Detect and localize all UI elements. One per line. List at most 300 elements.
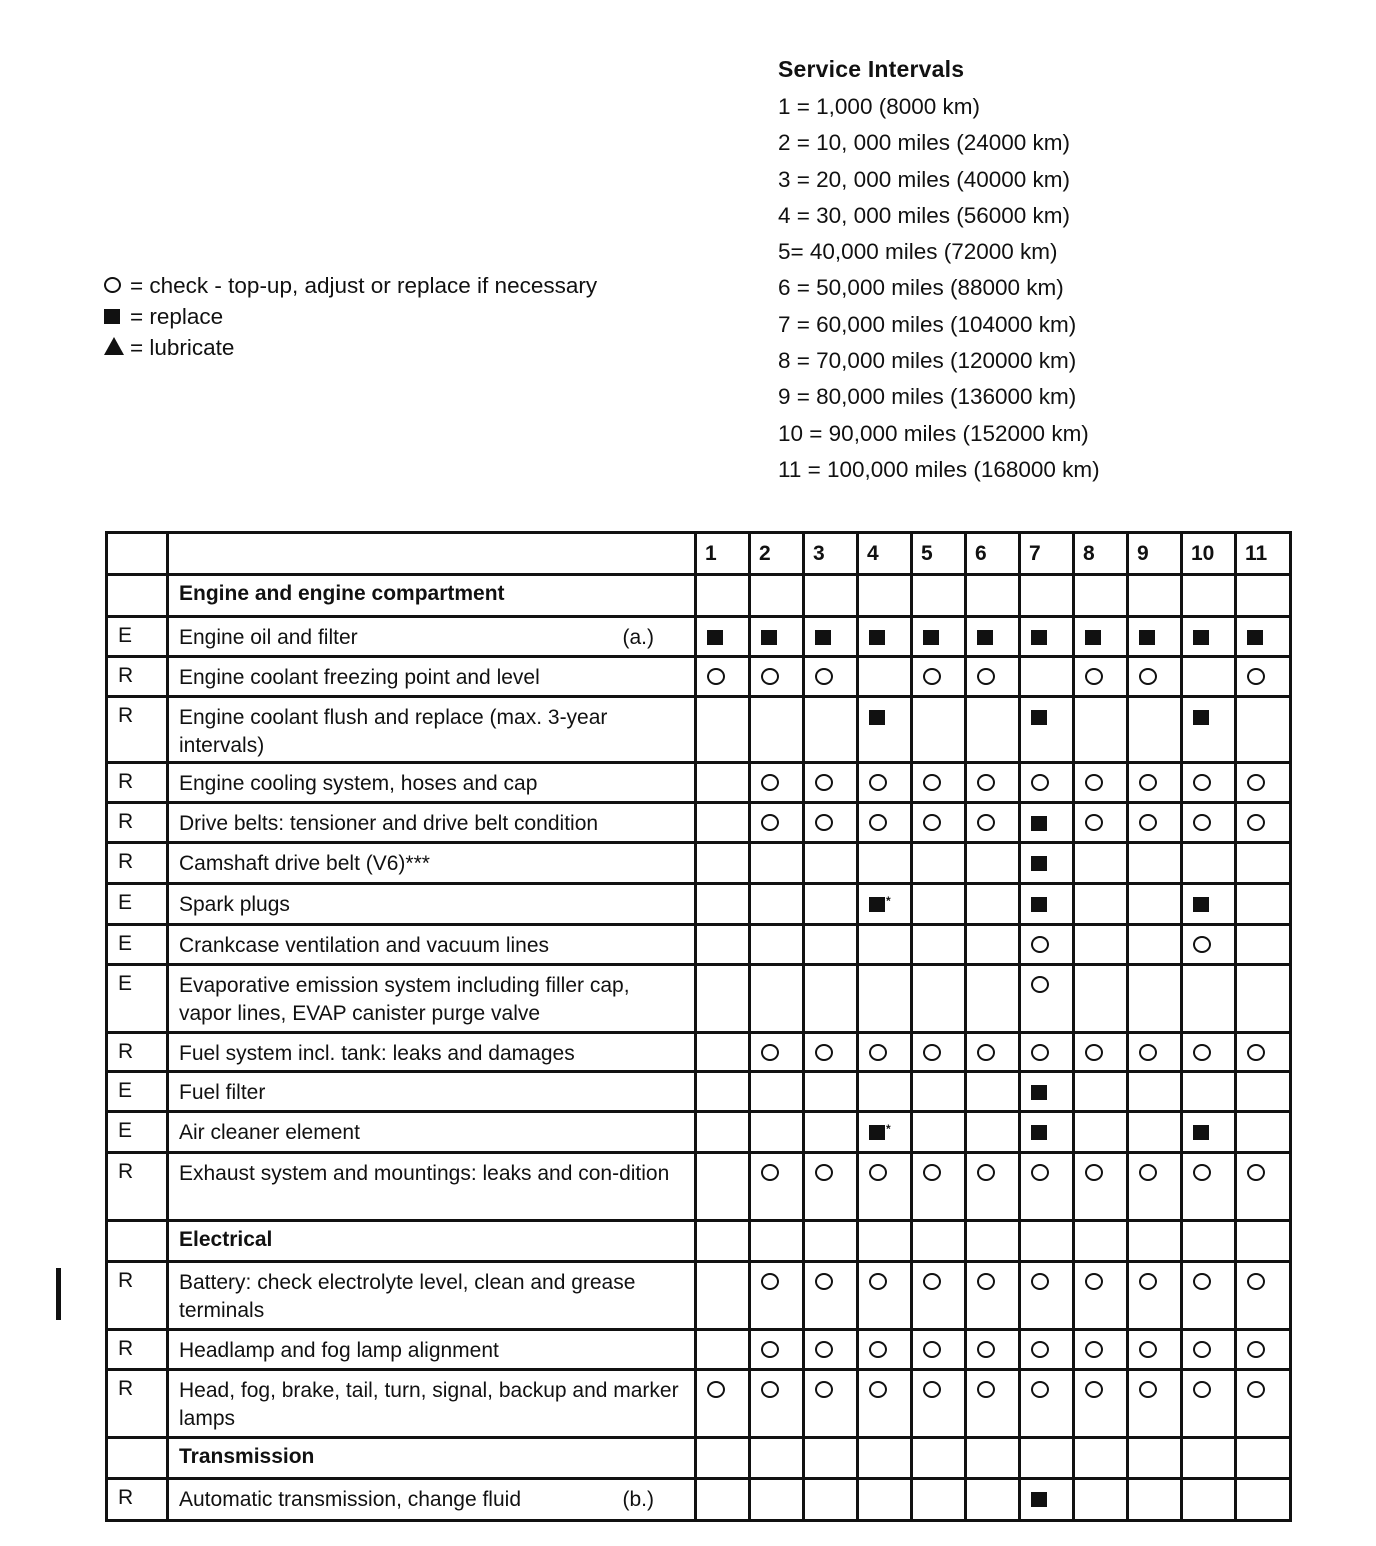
check-mark-cell: [858, 763, 912, 803]
check-circle-icon: [1247, 1044, 1265, 1061]
check-circle-icon: [815, 1381, 833, 1398]
check-circle-icon: [977, 1381, 995, 1398]
replace-square-icon: [761, 630, 777, 645]
check-mark-cell: [1074, 1370, 1128, 1438]
legend-row-check: [104, 270, 597, 301]
check-mark-cell: [912, 1330, 966, 1370]
row-description: [168, 1033, 696, 1072]
empty-cell: [966, 965, 1020, 1033]
empty-cell: [1182, 965, 1236, 1033]
asterisk-note: *: [886, 894, 891, 908]
replace-square-icon: [1085, 630, 1101, 645]
replace-mark-cell: [1020, 1072, 1074, 1112]
replace-mark-cell: [1182, 1112, 1236, 1153]
replace-square-icon: [1031, 897, 1047, 912]
check-mark-cell: [804, 1153, 858, 1221]
replace-square-icon: [1031, 710, 1047, 725]
row-description: [168, 803, 696, 843]
empty-cell: [1128, 1479, 1182, 1521]
empty-cell: [750, 697, 804, 763]
replace-square-icon: [869, 630, 885, 645]
table-row: [107, 843, 1291, 884]
replace-mark-cell: [966, 617, 1020, 657]
check-circle-icon: [1085, 1273, 1103, 1290]
replace-square-icon: [1031, 630, 1047, 645]
check-mark-cell: [858, 1153, 912, 1221]
check-mark-cell: [966, 763, 1020, 803]
empty-cell: [696, 1330, 750, 1370]
table-row: [107, 884, 1291, 925]
row-footnote-ref: (b.): [622, 1488, 654, 1511]
empty-cell: [1236, 965, 1291, 1033]
check-mark-cell: [1020, 1033, 1074, 1072]
replace-square-icon: [707, 630, 723, 645]
empty-cell: [1128, 1438, 1182, 1479]
check-mark-cell: [750, 1330, 804, 1370]
empty-cell: [1020, 575, 1074, 617]
check-circle-icon: [1085, 668, 1103, 685]
check-circle-icon: [1031, 936, 1049, 953]
check-circle-icon: [977, 668, 995, 685]
empty-cell: [1020, 1221, 1074, 1262]
row-description-text: Headlamp and fog lamp alignment: [179, 1339, 499, 1362]
replace-mark-cell: [1182, 697, 1236, 763]
empty-cell: [912, 1221, 966, 1262]
table-row: [107, 763, 1291, 803]
empty-cell: [858, 1221, 912, 1262]
legend-lubricate-text: = lubricate: [130, 335, 235, 360]
check-mark-cell: [966, 1370, 1020, 1438]
replace-square-icon: [1139, 630, 1155, 645]
row-description-text: Camshaft drive belt (V6)***: [179, 852, 430, 875]
check-circle-icon: [1193, 1164, 1211, 1181]
empty-cell: [858, 843, 912, 884]
check-circle-icon: [1085, 1381, 1103, 1398]
check-mark-cell: [1128, 1153, 1182, 1221]
check-circle-icon: [1193, 1273, 1211, 1290]
empty-cell: [1020, 1438, 1074, 1479]
check-mark-cell: [858, 1033, 912, 1072]
check-circle-icon: [1247, 1273, 1265, 1290]
check-circle-icon: [761, 1164, 779, 1181]
empty-cell: [1236, 884, 1291, 925]
empty-cell: [1236, 925, 1291, 965]
check-circle-icon: [1247, 1341, 1265, 1358]
interval-item: 6 = 50,000 miles (88000 km): [778, 275, 1064, 301]
row-description: [168, 925, 696, 965]
empty-cell: [966, 1112, 1020, 1153]
table-row: [107, 803, 1291, 843]
check-circle-icon: [977, 1341, 995, 1358]
row-description: [168, 1153, 696, 1221]
replace-mark-cell: [858, 884, 912, 925]
empty-cell: [696, 884, 750, 925]
empty-cell: [1074, 575, 1128, 617]
section-title: Engine and engine compartment: [168, 575, 696, 617]
check-mark-cell: [858, 1330, 912, 1370]
table-row: [107, 1479, 1291, 1521]
legend-check-text: = check - top-up, adjust or replace if necessary: [130, 273, 598, 298]
check-mark-cell: [912, 1262, 966, 1330]
header-code-cell: [107, 533, 168, 575]
service-intervals-title: Service Intervals: [778, 56, 965, 82]
interval-item: 8 = 70,000 miles (120000 km): [778, 348, 1077, 374]
row-description-text: Crankcase ventilation and vacuum lines: [179, 934, 550, 957]
check-mark-cell: [804, 657, 858, 697]
maintenance-schedule-table: [105, 531, 1292, 1522]
interval-item: 7 = 60,000 miles (104000 km): [778, 311, 1077, 337]
replace-mark-cell: [858, 697, 912, 763]
check-mark-cell: [858, 803, 912, 843]
row-code: R: [107, 763, 168, 803]
interval-column-header: 4: [858, 533, 912, 575]
check-mark-cell: [912, 803, 966, 843]
check-mark-cell: [858, 1262, 912, 1330]
replace-mark-cell: [1020, 617, 1074, 657]
empty-cell: [696, 763, 750, 803]
check-mark-cell: [696, 1370, 750, 1438]
asterisk-note: *: [886, 1122, 891, 1136]
empty-cell: [696, 1153, 750, 1221]
lubricate-triangle-icon: [104, 332, 126, 363]
check-circle-icon: [923, 1341, 941, 1358]
empty-cell: [1074, 1438, 1128, 1479]
check-circle-icon: [1139, 1273, 1157, 1290]
row-description: [168, 763, 696, 803]
empty-cell: [966, 925, 1020, 965]
check-circle-icon: [1085, 814, 1103, 831]
check-circle-icon: [1085, 1044, 1103, 1061]
empty-cell: [750, 1479, 804, 1521]
check-mark-cell: [1074, 1153, 1128, 1221]
check-mark-cell: [966, 1033, 1020, 1072]
check-circle-icon: [815, 814, 833, 831]
check-circle-icon: [923, 1044, 941, 1061]
check-circle-icon: [923, 1381, 941, 1398]
table-row: [107, 1072, 1291, 1112]
replace-square-icon: [1193, 630, 1209, 645]
row-description-text: Engine cooling system, hoses and cap: [179, 772, 538, 795]
empty-cell: [1074, 697, 1128, 763]
check-circle-icon: [923, 1273, 941, 1290]
empty-cell: [696, 1479, 750, 1521]
check-mark-cell: [750, 803, 804, 843]
replace-square-icon: [1031, 1492, 1047, 1507]
symbol-legend: [104, 270, 597, 363]
check-circle-icon: [1139, 1341, 1157, 1358]
row-code: R: [107, 697, 168, 763]
check-circle-icon: [1247, 1164, 1265, 1181]
check-circle-icon: [1085, 1341, 1103, 1358]
check-mark-cell: [1236, 1262, 1291, 1330]
empty-cell: [696, 697, 750, 763]
check-circle-icon: [977, 814, 995, 831]
empty-cell: [1236, 1112, 1291, 1153]
check-mark-cell: [1020, 925, 1074, 965]
empty-cell: [804, 884, 858, 925]
check-circle-icon: [1193, 1341, 1211, 1358]
table-row: [107, 1330, 1291, 1370]
row-description: [168, 697, 696, 763]
replace-mark-cell: [1020, 1112, 1074, 1153]
empty-cell: [858, 575, 912, 617]
check-circle-icon: [1031, 1044, 1049, 1061]
check-circle-icon: [1139, 1381, 1157, 1398]
check-mark-cell: [912, 1153, 966, 1221]
empty-cell: [966, 575, 1020, 617]
check-mark-cell: [912, 1033, 966, 1072]
check-mark-cell: [912, 1370, 966, 1438]
row-description: [168, 1112, 696, 1153]
empty-cell: [1182, 657, 1236, 697]
check-mark-cell: [1182, 803, 1236, 843]
empty-cell: [696, 1262, 750, 1330]
check-circle-icon: [1193, 1044, 1211, 1061]
empty-cell: [696, 1221, 750, 1262]
check-circle-icon: [1031, 1164, 1049, 1181]
empty-cell: [858, 1072, 912, 1112]
replace-mark-cell: [696, 617, 750, 657]
empty-cell: [858, 925, 912, 965]
row-code: R: [107, 803, 168, 843]
row-description-text: Fuel filter: [179, 1081, 266, 1104]
row-description: [168, 1330, 696, 1370]
empty-cell: [1074, 1479, 1128, 1521]
check-mark-cell: [1236, 657, 1291, 697]
empty-cell: [1236, 575, 1291, 617]
check-circle-icon: [977, 1273, 995, 1290]
empty-cell: [966, 1479, 1020, 1521]
empty-cell: [750, 925, 804, 965]
empty-cell: [750, 1438, 804, 1479]
replace-square-icon: [869, 710, 885, 725]
row-code: R: [107, 843, 168, 884]
replace-square-icon: [815, 630, 831, 645]
check-mark-cell: [1182, 1153, 1236, 1221]
empty-cell: [1182, 843, 1236, 884]
replace-square-icon: [1031, 1125, 1047, 1140]
check-mark-cell: [1020, 763, 1074, 803]
replace-mark-cell: [1236, 617, 1291, 657]
replace-mark-cell: [1182, 617, 1236, 657]
table-body: [107, 575, 1291, 1521]
empty-cell: [912, 1479, 966, 1521]
check-circle-icon: [815, 1273, 833, 1290]
empty-cell: [696, 1438, 750, 1479]
check-mark-cell: [1020, 1370, 1074, 1438]
check-mark-cell: [966, 657, 1020, 697]
interval-item: 10 = 90,000 miles (152000 km): [778, 420, 1089, 446]
check-circle-icon: [815, 774, 833, 791]
check-mark-cell: [1020, 965, 1074, 1033]
check-circle-icon: [761, 1381, 779, 1398]
service-intervals-list: [778, 89, 1278, 488]
check-circle-icon: [1139, 814, 1157, 831]
table-row: [107, 1262, 1291, 1330]
replace-square-icon: [104, 301, 126, 332]
check-circle-icon: [869, 1381, 887, 1398]
row-description-text: Battery: check electrolyte level, clean and grease terminals: [179, 1271, 636, 1322]
check-circle-icon: [1139, 1164, 1157, 1181]
replace-mark-cell: [1074, 617, 1128, 657]
check-circle-icon: [869, 1341, 887, 1358]
check-circle-icon: [1247, 668, 1265, 685]
table-row: [107, 617, 1291, 657]
check-mark-cell: [1182, 763, 1236, 803]
check-mark-cell: [1182, 925, 1236, 965]
replace-square-icon: [1247, 630, 1263, 645]
check-mark-cell: [804, 803, 858, 843]
check-mark-cell: [750, 657, 804, 697]
check-circle-icon: [707, 1381, 725, 1398]
empty-cell: [1236, 1438, 1291, 1479]
interval-item: 11 = 100,000 miles (168000 km): [778, 456, 1100, 482]
check-circle-icon: [923, 668, 941, 685]
check-circle-icon: [923, 814, 941, 831]
empty-cell: [1074, 1112, 1128, 1153]
interval-column-header: 6: [966, 533, 1020, 575]
empty-cell: [804, 925, 858, 965]
empty-cell: [1182, 1438, 1236, 1479]
check-mark-cell: [1182, 1370, 1236, 1438]
empty-cell: [912, 1112, 966, 1153]
table-row: [107, 925, 1291, 965]
empty-cell: [1020, 657, 1074, 697]
row-description: [168, 1072, 696, 1112]
empty-cell: [1128, 1221, 1182, 1262]
row-code: E: [107, 1072, 168, 1112]
interval-column-header: 2: [750, 533, 804, 575]
check-circle-icon: [1247, 1381, 1265, 1398]
row-description: [168, 965, 696, 1033]
check-mark-cell: [1128, 1033, 1182, 1072]
check-mark-cell: [1236, 803, 1291, 843]
interval-column-header: 11: [1236, 533, 1291, 575]
check-mark-cell: [858, 1370, 912, 1438]
empty-cell: [1128, 884, 1182, 925]
row-code: R: [107, 1479, 168, 1521]
row-description: [168, 1370, 696, 1438]
check-mark-cell: [1128, 1262, 1182, 1330]
empty-cell: [1074, 1221, 1128, 1262]
check-mark-cell: [1020, 1330, 1074, 1370]
check-circle-icon: [815, 1164, 833, 1181]
interval-column-header: 9: [1128, 533, 1182, 575]
check-circle-icon: [1247, 774, 1265, 791]
check-mark-cell: [1074, 657, 1128, 697]
check-circle-icon: [869, 814, 887, 831]
service-intervals-panel: [778, 56, 1278, 488]
check-circle-icon: [869, 1273, 887, 1290]
table-row: [107, 1033, 1291, 1072]
check-circle-icon: [1139, 774, 1157, 791]
empty-cell: [912, 925, 966, 965]
check-circle-icon: [1031, 1273, 1049, 1290]
empty-cell: [804, 1221, 858, 1262]
row-description: [168, 1479, 696, 1521]
replace-mark-cell: [1020, 697, 1074, 763]
section-code-cell: [107, 1438, 168, 1479]
check-mark-cell: [1236, 1033, 1291, 1072]
empty-cell: [1182, 1479, 1236, 1521]
check-circle-icon: [923, 774, 941, 791]
check-mark-cell: [966, 1262, 1020, 1330]
empty-cell: [858, 1479, 912, 1521]
empty-cell: [858, 1438, 912, 1479]
check-mark-cell: [966, 803, 1020, 843]
table-row: [107, 657, 1291, 697]
empty-cell: [804, 697, 858, 763]
check-mark-cell: [1236, 1153, 1291, 1221]
empty-cell: [912, 1438, 966, 1479]
check-mark-cell: [1236, 1330, 1291, 1370]
check-circle-icon: [977, 1164, 995, 1181]
replace-mark-cell: [858, 1112, 912, 1153]
check-circle-icon: [1139, 1044, 1157, 1061]
row-description-text: Fuel system incl. tank: leaks and damages: [179, 1042, 575, 1065]
check-circle-icon: [869, 1164, 887, 1181]
check-mark-cell: [696, 657, 750, 697]
empty-cell: [1236, 1479, 1291, 1521]
check-circle-icon: [869, 1044, 887, 1061]
empty-cell: [750, 884, 804, 925]
check-circle-icon: [1193, 814, 1211, 831]
check-mark-cell: [750, 763, 804, 803]
row-description: [168, 1262, 696, 1330]
empty-cell: [1236, 843, 1291, 884]
legend-row-lubricate: [104, 332, 597, 363]
replace-square-icon: [923, 630, 939, 645]
check-mark-cell: [804, 1033, 858, 1072]
check-mark-cell: [1074, 1033, 1128, 1072]
check-mark-cell: [804, 1330, 858, 1370]
empty-cell: [1182, 575, 1236, 617]
replace-square-icon: [1193, 710, 1209, 725]
table-row: [107, 1112, 1291, 1153]
table-row: [107, 697, 1291, 763]
empty-cell: [1074, 884, 1128, 925]
check-circle-icon: [977, 1044, 995, 1061]
check-circle-icon: [761, 1273, 779, 1290]
check-circle-icon: [761, 814, 779, 831]
section-row: [107, 1438, 1291, 1479]
replace-square-icon: [1031, 856, 1047, 871]
replace-mark-cell: [804, 617, 858, 657]
empty-cell: [696, 1112, 750, 1153]
check-circle-icon: [1031, 1381, 1049, 1398]
check-circle-icon: [1085, 1164, 1103, 1181]
check-mark-cell: [1074, 1262, 1128, 1330]
empty-cell: [1182, 1221, 1236, 1262]
check-mark-cell: [1128, 763, 1182, 803]
check-circle-icon: [761, 668, 779, 685]
empty-cell: [1074, 1072, 1128, 1112]
check-circle-icon: [977, 774, 995, 791]
row-description: [168, 617, 696, 657]
check-mark-cell: [1020, 1262, 1074, 1330]
empty-cell: [804, 1072, 858, 1112]
row-code: R: [107, 1330, 168, 1370]
empty-cell: [750, 1221, 804, 1262]
row-description-text: Engine coolant flush and replace (max. 3-year intervals): [179, 706, 608, 757]
check-circle-icon: [923, 1164, 941, 1181]
check-mark-cell: [1128, 1330, 1182, 1370]
check-mark-cell: [966, 1330, 1020, 1370]
replace-square-icon: [869, 1125, 885, 1140]
row-code: R: [107, 1262, 168, 1330]
interval-column-header: 3: [804, 533, 858, 575]
empty-cell: [912, 843, 966, 884]
